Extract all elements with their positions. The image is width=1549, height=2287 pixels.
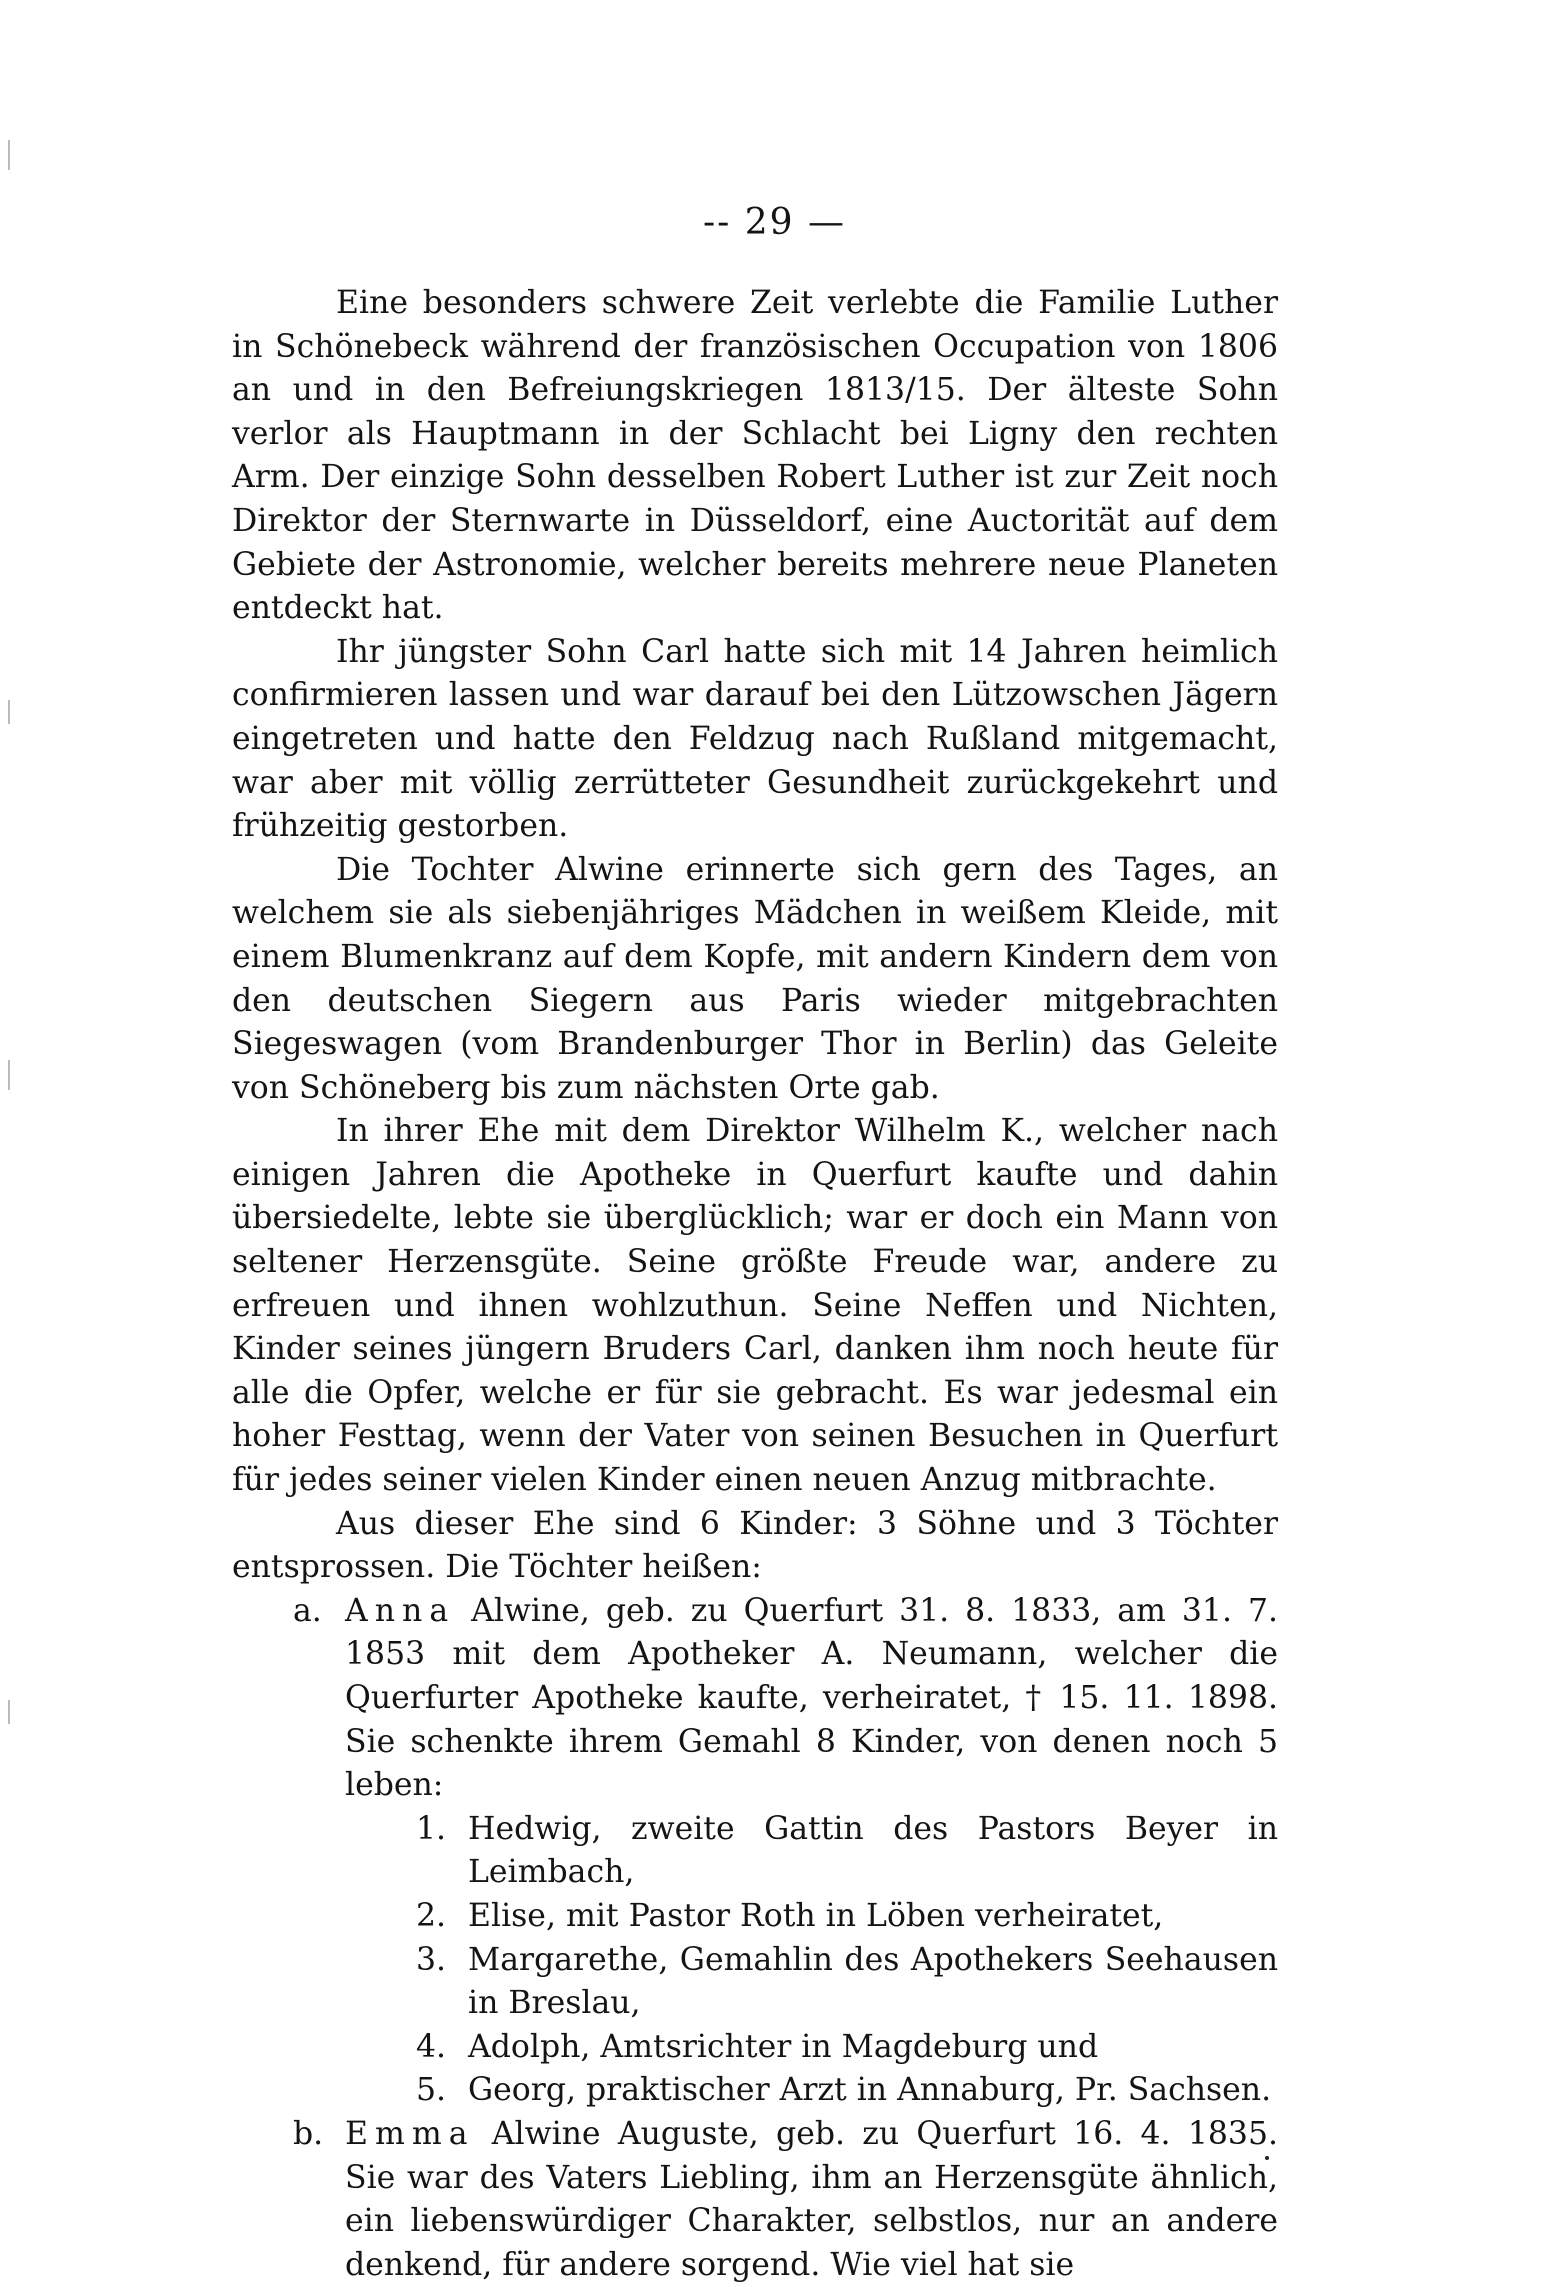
body-text (232, 282, 1278, 2287)
entry-label: b. (293, 2115, 324, 2152)
scan-edge-mark (8, 140, 10, 170)
list-item (416, 2026, 1278, 2070)
paragraph: Eine besonders schwere Zeit verlebte die Familie Luther in Schönebeck während der französischen Occupation von 1806 an und in den Befreiungskriegen 1813/15. Der älteste Sohn verlor als Hauptmann in der Schlacht bei Ligny den rechten Arm. Der einzige Sohn desselben Robert Luther ist zur Zeit noch Direktor der Sternwarte in Düsseldorf, eine Auctorität auf dem Gebiete der Astronomie, welcher bereits mehrere neue Planeten entdeckt hat. (232, 285, 1278, 627)
list-item (416, 1808, 1278, 1895)
list-item-text: Georg, praktischer Arzt in Annaburg, Pr. Sachsen. (468, 2072, 1272, 2109)
list-number: 4. (416, 2028, 447, 2065)
daughter-name: Anna (345, 1592, 456, 1629)
scan-edge-mark (8, 700, 10, 724)
list-item-text: Elise, mit Pastor Roth in Löben verheiratet, (468, 1897, 1164, 1934)
list-item-text: Hedwig, zweite Gattin des Pastors Beyer in Leimbach, (468, 1810, 1278, 1891)
list-item (416, 2069, 1278, 2113)
paragraph: Aus dieser Ehe sind 6 Kinder: 3 Söhne und 3 Töchter entsprossen. Die Töchter heißen: (232, 1505, 1278, 1586)
paragraph: Die Tochter Alwine erinnerte sich gern des Tages, an welchem sie als siebenjähriges Mädchen in weißem Kleide, mit einem Blumenkranz auf dem Kopfe, mit andern Kindern dem von den deutschen Siegern aus Paris wieder mitgebrachten Siegeswagen (vom Brandenburger Thor in Berlin) das Geleite von Schöneberg bis zum nächsten Orte gab. (232, 851, 1278, 1106)
daughter-entry (232, 1590, 1278, 1808)
list-number: 3. (416, 1941, 447, 1978)
list-item-text: Margarethe, Gemahlin des Apothekers Seehausen in Breslau, (468, 1941, 1278, 2022)
entry-text: Alwine Auguste, geb. zu Querfurt 16. 4. 1835. Sie war des Vaters Liebling, ihm an Herzensgüte ähnlich, ein liebenswürdiger Charakter, selbstlos, nur an andere denkend, für andere sorgend. Wie viel hat sie (345, 2115, 1279, 2283)
list-item (416, 1939, 1278, 2026)
scan-edge-mark (8, 1700, 10, 1724)
daughter-name: Emma (345, 2115, 475, 2152)
list-item (416, 1895, 1278, 1939)
list-number: 1. (416, 1810, 447, 1847)
list-number: 5. (416, 2072, 447, 2109)
entry-label: a. (293, 1592, 322, 1629)
list-number: 2. (416, 1897, 447, 1934)
scan-speck (1265, 2156, 1269, 2160)
daughter-entry (232, 2113, 1278, 2287)
children-list (232, 1808, 1278, 2113)
scan-edge-mark (8, 1060, 10, 1090)
page-number: -- 29 — (702, 202, 847, 243)
paragraph: In ihrer Ehe mit dem Direktor Wilhelm K., welcher nach einigen Jahren die Apotheke in Querfurt kaufte und dahin übersiedelte, lebte sie überglücklich; war er doch ein Mann von seltener Herzensgüte. Seine größte Freude war, andere zu erfreuen und ihnen wohlzuthun. Seine Neffen und Nichten, Kinder seines jüngern Bruders Carl, danken ihm noch heute für alle die Opfer, welche er für sie gebracht. Es war jedesmal ein hoher Festtag, wenn der Vater von seinen Besuchen in Querfurt für jedes seiner vielen Kinder einen neuen Anzug mitbrachte. (232, 1113, 1278, 1499)
list-item-text: Adolph, Amtsrichter in Magdeburg und (468, 2028, 1099, 2065)
paragraph: Ihr jüngster Sohn Carl hatte sich mit 14 Jahren heimlich confirmieren lassen und war darauf bei den Lützowschen Jägern eingetreten und hatte den Feldzug nach Rußland mitgemacht, war aber mit völlig zerrütteter Gesundheit zurückgekehrt und frühzeitig gestorben. (232, 633, 1278, 845)
entry-text: Alwine, geb. zu Querfurt 31. 8. 1833, am 31. 7. 1853 mit dem Apotheker A. Neumann, welcher die Querfurter Apotheke kaufte, verheiratet, † 15. 11. 1898. Sie schenkte ihrem Gemahl 8 Kinder, von denen noch 5 leben: (345, 1592, 1278, 1804)
